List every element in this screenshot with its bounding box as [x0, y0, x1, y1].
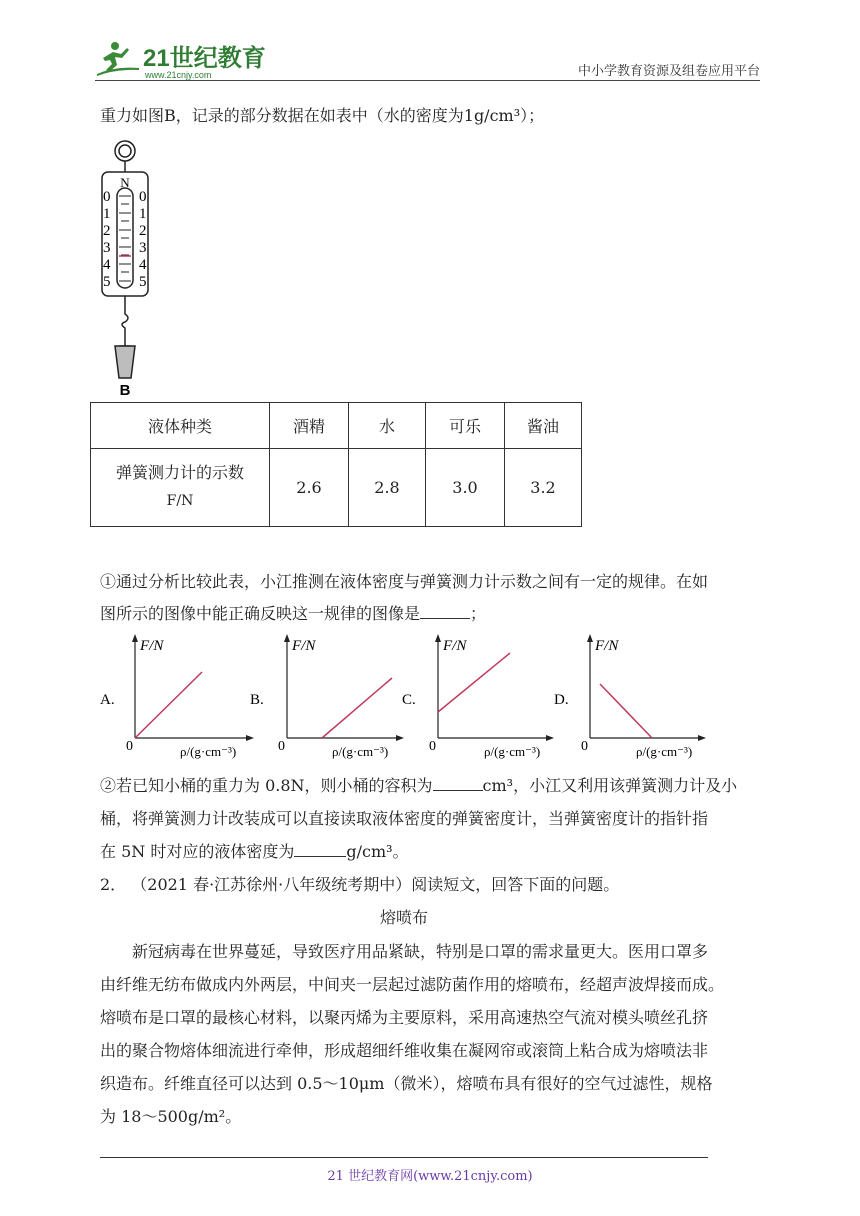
graph-a-origin: 0 [126, 739, 133, 754]
graph-c-origin: 0 [429, 739, 436, 754]
runner-icon [97, 42, 139, 76]
site-logo [95, 38, 265, 80]
graph-c-xlabel: ρ/(g·cm⁻³) [484, 744, 541, 759]
graph-b-label: B. [250, 692, 264, 708]
tick-right-5: 5 [139, 274, 147, 290]
article-line-6: 为 18～500g/m²。 [100, 1107, 242, 1126]
platform-name: 中小学教育资源及组卷应用平台 [577, 64, 760, 79]
reading-header [91, 449, 270, 527]
tick-left-0: 0 [103, 189, 111, 205]
intro-text: 重力如图B，记录的部分数据在如表中（水的密度为1g/cm³）； [100, 106, 545, 125]
graph-b [250, 634, 404, 759]
tick-left-5: 5 [103, 274, 111, 290]
q1-line2-text: 图所示的图像中能正确反映这一规律的图像是 [100, 604, 421, 623]
q1-answer-blank[interactable] [420, 600, 470, 619]
spring-scale-figure [95, 138, 165, 398]
footer-link[interactable]: 21 世纪教育网(www.21cnjy.com) [327, 1169, 533, 1184]
graph-a-ylabel: F/N [140, 638, 164, 654]
graph-b-line [322, 678, 392, 738]
q2-volume-blank[interactable] [433, 772, 483, 791]
article-line-5: 织造布。纤维直径可以达到 0.5～10μm（微米），熔喷布具有很好的空气过滤性，规格 [100, 1074, 713, 1093]
article-line-4: 出的聚合物熔体细流进行牵伸，形成超细纤维收集在凝网帘或滚筒上粘合成为熔喷法非 [100, 1041, 709, 1060]
graph-d [554, 634, 706, 759]
logo-text: 21世纪教育 [143, 45, 265, 72]
article-title: 熔喷布 [379, 908, 428, 927]
liquid-water: 水 [349, 403, 426, 449]
graph-d-ylabel: F/N [595, 638, 619, 654]
graph-a [100, 634, 254, 759]
reading-alcohol: 2.6 [270, 449, 349, 527]
tick-left-1: 1 [103, 206, 111, 222]
reading-water: 2.8 [349, 449, 426, 527]
q2-line1-b: cm³，小江又利用该弹簧测力计及小 [482, 776, 738, 795]
reading-soy-sauce: 3.2 [505, 449, 582, 527]
reading-header-line1: 弹簧测力计的示数 [115, 462, 244, 482]
graph-d-line [600, 684, 652, 738]
article-line-3: 熔喷布是口罩的最核心材料，以聚丙烯为主要原料，采用高速热空气流对模头喷丝孔挤 [100, 1008, 709, 1027]
q2-line1 [100, 770, 737, 802]
tick-left-3: 3 [103, 240, 111, 256]
tick-right-2: 2 [139, 223, 147, 239]
reading-cola: 3.0 [426, 449, 505, 527]
graph-b-ylabel: F/N [292, 638, 316, 654]
q2-density-blank[interactable] [294, 838, 346, 857]
liquid-alcohol: 酒精 [270, 403, 349, 449]
tick-left-2: 2 [103, 223, 111, 239]
measurement-table [90, 402, 582, 527]
tick-right-3: 3 [139, 240, 147, 256]
q1-line2 [100, 598, 486, 630]
tick-left-4: 4 [103, 257, 111, 273]
liquid-type-header: 液体种类 [91, 403, 270, 449]
tick-right-1: 1 [139, 206, 147, 222]
q1-line2-end: ； [470, 604, 487, 623]
graph-b-xlabel: ρ/(g·cm⁻³) [332, 744, 389, 759]
liquid-cola: 可乐 [426, 403, 505, 449]
bucket-label: B [119, 382, 131, 398]
graph-d-xlabel: ρ/(g·cm⁻³) [636, 744, 693, 759]
article-line-2: 由纤维无纺布做成内外两层，中间夹一层起过滤防菌作用的熔喷布，经超声波焊接而成。 [100, 975, 725, 994]
q3-header: 2． （2021 春·江苏徐州·八年级统考期中）阅读短文，回答下面的问题。 [100, 875, 620, 894]
graph-c-line [438, 653, 510, 712]
scale-unit: N [120, 175, 130, 190]
reading-header-line2: F/N [166, 492, 194, 509]
q2-line2: 桶，将弹簧测力计改装成可以直接读取液体密度的弹簧密度计，当弹簧密度计的指针指 [100, 809, 709, 828]
tick-right-4: 4 [139, 257, 147, 273]
graph-c-ylabel: F/N [443, 638, 467, 654]
q2-line3-a: 在 5N 时对应的液体密度为 [100, 842, 295, 861]
q1-line1: ①通过分析比较此表，小江推测在液体密度与弹簧测力计示数之间有一定的规律。在如 [100, 572, 709, 591]
q2-line3-b: g/cm³。 [346, 842, 409, 861]
liquid-soy-sauce: 酱油 [505, 403, 582, 449]
graph-b-origin: 0 [278, 739, 285, 754]
footer-divider [100, 1157, 708, 1158]
article-line-1: 新冠病毒在世界蔓延，导致医疗用品紧缺，特别是口罩的需求量更大。医用口罩多 [132, 942, 709, 961]
graph-c [402, 634, 554, 759]
graph-d-origin: 0 [581, 739, 588, 754]
graph-a-xlabel: ρ/(g·cm⁻³) [180, 744, 237, 759]
graph-c-label: C. [402, 692, 416, 708]
graph-d-label: D. [554, 692, 569, 708]
q2-line3 [100, 836, 409, 868]
graph-a-line [135, 672, 202, 738]
q2-line1-a: ②若已知小桶的重力为 0.8N，则小桶的容积为 [100, 776, 433, 795]
logo-url: www.21cnjy.com [145, 70, 212, 80]
header-divider [95, 80, 760, 81]
option-graphs [100, 632, 720, 762]
graph-a-label: A. [100, 692, 115, 708]
tick-right-0: 0 [139, 189, 147, 205]
